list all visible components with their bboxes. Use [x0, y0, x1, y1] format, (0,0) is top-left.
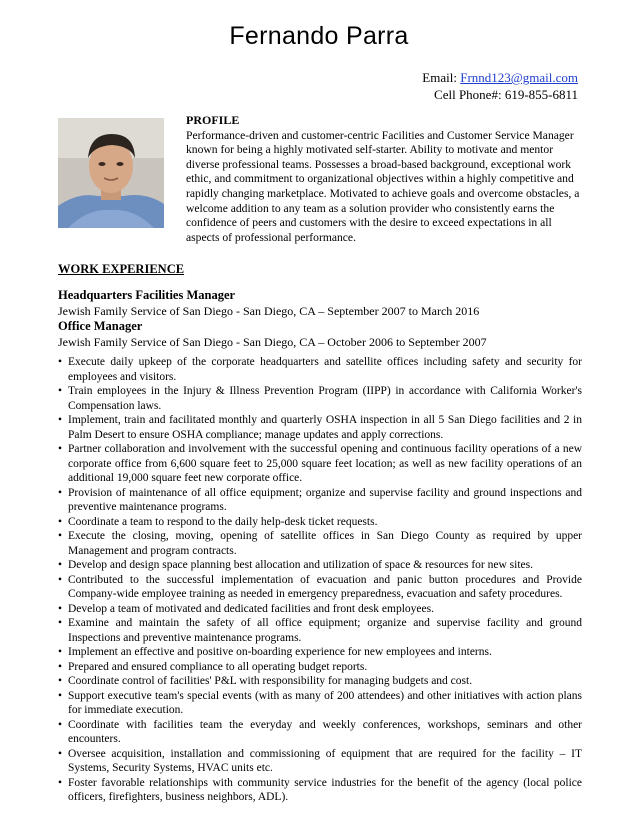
list-item: • Implement an effective and positive on-boarding experience for new employees and interns.	[58, 645, 582, 660]
profile-photo	[58, 118, 164, 228]
job-title: Office Manager	[58, 319, 143, 333]
phone-line	[422, 86, 578, 103]
list-item: • Partner collaboration and involvement with the successful opening and continuous facility operations of a new corporate office from 6,600 square feet to 25,000 square feet location; as well as new facility operations of an additional 19,000 square feet new corporate office.	[58, 442, 582, 486]
job-detail: Jewish Family Service of San Diego - San Diego, CA – October 2006 to September 2007	[58, 334, 487, 349]
list-item: • Implement, train and facilitated monthly and quarterly OSHA inspection in all 5 San Diego facilities and 2 in Palm Desert to ensure OSHA compliance; manage updates and apply corrections.	[58, 413, 582, 442]
resume-name: Fernando Parra	[229, 22, 409, 50]
job-title: Headquarters Facilities Manager	[58, 288, 236, 302]
list-item: • Support executive team's special events (with as many of 200 attendees) and other initiatives with action plans for immediate execution.	[58, 689, 582, 718]
list-item: • Provision of maintenance of all office equipment; organize and supervise facility and ground inspections and preventive maintenance programs.	[58, 486, 582, 515]
job-entry	[58, 288, 582, 319]
job-entry	[58, 319, 582, 350]
list-item: • Prepared and ensured compliance to all operating budget reports.	[58, 660, 582, 675]
profile-section	[186, 113, 580, 245]
portrait-image	[58, 118, 164, 228]
work-experience-title: WORK EXPERIENCE	[58, 262, 185, 276]
list-item: • Contributed to the successful implementation of evacuation and panic button procedures and Provide Company-wide employee training as needed in emergency preparedness, evacuation and safety procedures.	[58, 573, 582, 602]
list-item: • Foster favorable relationships with community service industries for the benefit of the agency (local police officers, firefighters, business neighbors, ADL).	[58, 776, 582, 805]
list-item: • Execute daily upkeep of the corporate headquarters and satellite offices including safety and security for employees and visitors.	[58, 355, 582, 384]
list-item: • Coordinate control of facilities' P&L with responsibility for managing budgets and cost.	[58, 674, 582, 689]
list-item: • Coordinate a team to respond to the daily help-desk ticket requests.	[58, 515, 582, 530]
email-link[interactable]: Frnnd123@gmail.com	[460, 70, 578, 85]
phone-number: 619-855-6811	[504, 87, 578, 102]
profile-title: PROFILE	[186, 113, 240, 127]
list-item: • Oversee acquisition, installation and commissioning of equipment that are required for the facility – IT Systems, Security Systems, HVAC units etc.	[58, 747, 582, 776]
list-item: • Develop and design space planning best allocation and utilization of space & resources for new sites.	[58, 558, 582, 573]
list-item: • Develop a team of motivated and dedicated facilities and front desk employees.	[58, 602, 582, 617]
list-item: • Train employees in the Injury & Illness Prevention Program (IIPP) in accordance with California Worker's Compensation laws.	[58, 384, 582, 413]
list-item: • Execute the closing, moving, opening of satellite offices in San Diego County as required by upper Management and program contracts.	[58, 529, 582, 558]
list-item: • Coordinate with facilities team the everyday and weekly conferences, workshops, seminars and other encounters.	[58, 718, 582, 747]
list-item: • Examine and maintain the safety of all office equipment; organize and supervise facility and ground Inspections and preventive maintenance programs.	[58, 616, 582, 645]
responsibilities-list	[58, 355, 582, 805]
jobs-list	[58, 288, 582, 350]
contact-block	[422, 69, 578, 103]
profile-text: Performance-driven and customer-centric Facilities and Customer Service Manager known for being a highly motivated self-starter. Ability to motivate and mentor diverse professional teams. Possesses a broad-based background, exceptional work ethic, and commitment to organizational objectives within a highly competitive and rapidly changing marketplace. Motivated to achieve goals and overcome obstacles, a welcome addition to any team as a solution provider who consistently earns the confidence of peers and customers with the desire to exceed expectations in all aspects of professional performance.	[186, 128, 580, 244]
email-label: Email:	[422, 70, 457, 85]
email-line	[422, 69, 578, 86]
job-detail: Jewish Family Service of San Diego - San Diego, CA – September 2007 to March 2016	[58, 303, 480, 318]
phone-label: Cell Phone#:	[434, 87, 502, 102]
